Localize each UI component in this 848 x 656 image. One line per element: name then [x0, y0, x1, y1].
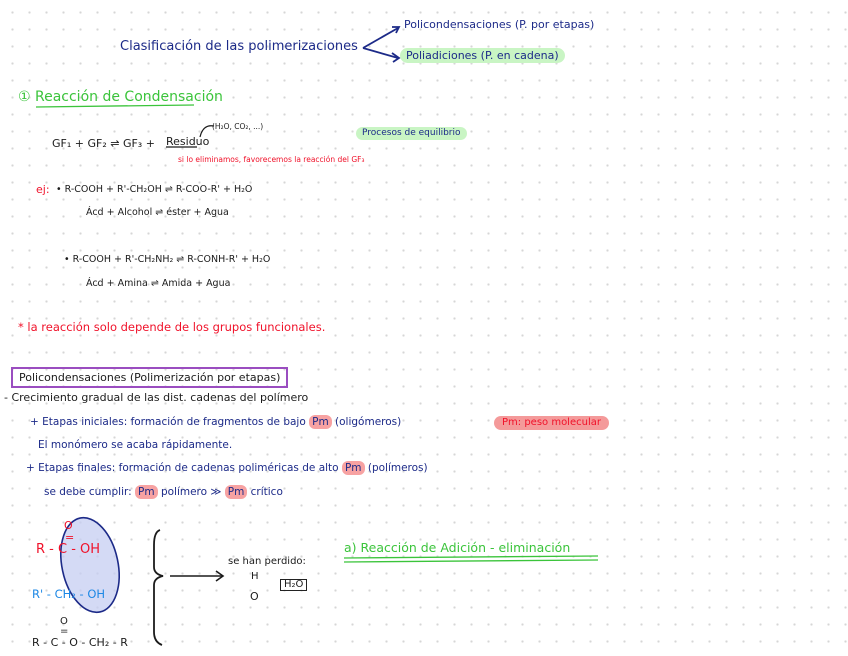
monomer-note: El monómero se acaba rápidamente.: [38, 439, 233, 451]
section3-title: a) Reacción de Adición - eliminación: [344, 540, 571, 555]
residuo-note: (H₂O, CO₂, ...): [212, 122, 264, 131]
molecule-carbon: C: [58, 542, 68, 557]
pm-highlight: Pm: [309, 415, 332, 429]
pm-definition: Pm: peso molecular: [494, 416, 609, 430]
curly-brace: [154, 530, 163, 645]
stage1-prefix: + Etapas iniciales: formación de fragmentos de bajo: [30, 416, 306, 428]
stage1-suffix: (oligómeros): [335, 416, 402, 428]
condition-prefix: se debe cumplir:: [44, 486, 132, 498]
molecule-oh: - OH: [71, 542, 101, 557]
branch-poliadiciones: Poliadiciones (P. en cadena): [400, 48, 565, 63]
product-oxygen: O: [60, 616, 68, 627]
molecule-double-bond: =: [65, 531, 75, 544]
branch-policondensaciones: Policondensaciones (P. por etapas): [404, 18, 595, 31]
lost-water-box: H₂O: [280, 579, 307, 591]
classification-title: Clasificación de las polimerizaciones: [120, 39, 358, 54]
pm-highlight: Pm: [225, 485, 248, 499]
section3-underline-1: [344, 556, 598, 558]
example-label: ej:: [36, 183, 50, 196]
pm-highlight: Pm: [342, 461, 365, 475]
lost-label: se han perdido:: [228, 556, 306, 567]
equilibrium-badge: Procesos de equilibrio: [356, 127, 467, 140]
branch-arrow-upper: [363, 28, 398, 48]
lost-oxygen: O: [250, 590, 259, 603]
molecule-r: R -: [36, 542, 54, 557]
main-equation: GF₁ + GF₂ ⇌ GF₃ +: [52, 137, 155, 150]
lost-hydrogen: H: [251, 571, 259, 582]
pm-highlight: Pm: [135, 485, 158, 499]
section1-underline: [36, 105, 194, 107]
example1-equation: • R-COOH + R'-CH₂OH ⇌ R-COO-R' + H₂O: [56, 184, 253, 195]
example1-names: Ácd + Alcohol ⇌ éster + Agua: [86, 207, 229, 218]
product-double-bond: =: [60, 626, 69, 637]
condition-suffix: crítico: [250, 486, 283, 498]
section1-title: ① Reacción de Condensación: [18, 89, 223, 105]
molecule-alcohol: R' - CH₂ - OH: [32, 587, 106, 601]
section2-title: Policondensaciones (Polimerización por etapas): [11, 367, 288, 388]
molecule-oxygen: O: [64, 519, 73, 532]
product-ester: R - C - O - CH₂ - R: [32, 636, 128, 649]
stage2-suffix: (polímeros): [367, 462, 428, 474]
molecule-acid: [36, 543, 100, 556]
stage2-prefix: + Etapas finales: formación de cadenas poliméricas de alto: [26, 462, 339, 474]
condition-line: [44, 487, 283, 498]
eliminate-note: si lo eliminamos, favorecemos la reacción del GF₃: [178, 155, 365, 164]
example2-equation: • R-COOH + R'-CH₂NH₂ ⇌ R-CONH-R' + H₂O: [64, 254, 271, 265]
example2-names: Ácd + Amina ⇌ Amida + Agua: [86, 278, 231, 289]
section3-underline-2: [344, 560, 598, 562]
stage1-line: [30, 417, 401, 428]
functional-groups-note: * la reacción solo depende de los grupos funcionales.: [18, 320, 326, 334]
residuo-word: Residuo: [166, 135, 210, 148]
growth-line: - Crecimiento gradual de las dist. cadenas del polímero: [4, 391, 309, 404]
condition-mid: polímero ≫: [160, 486, 222, 498]
stage2-line: [26, 463, 428, 474]
